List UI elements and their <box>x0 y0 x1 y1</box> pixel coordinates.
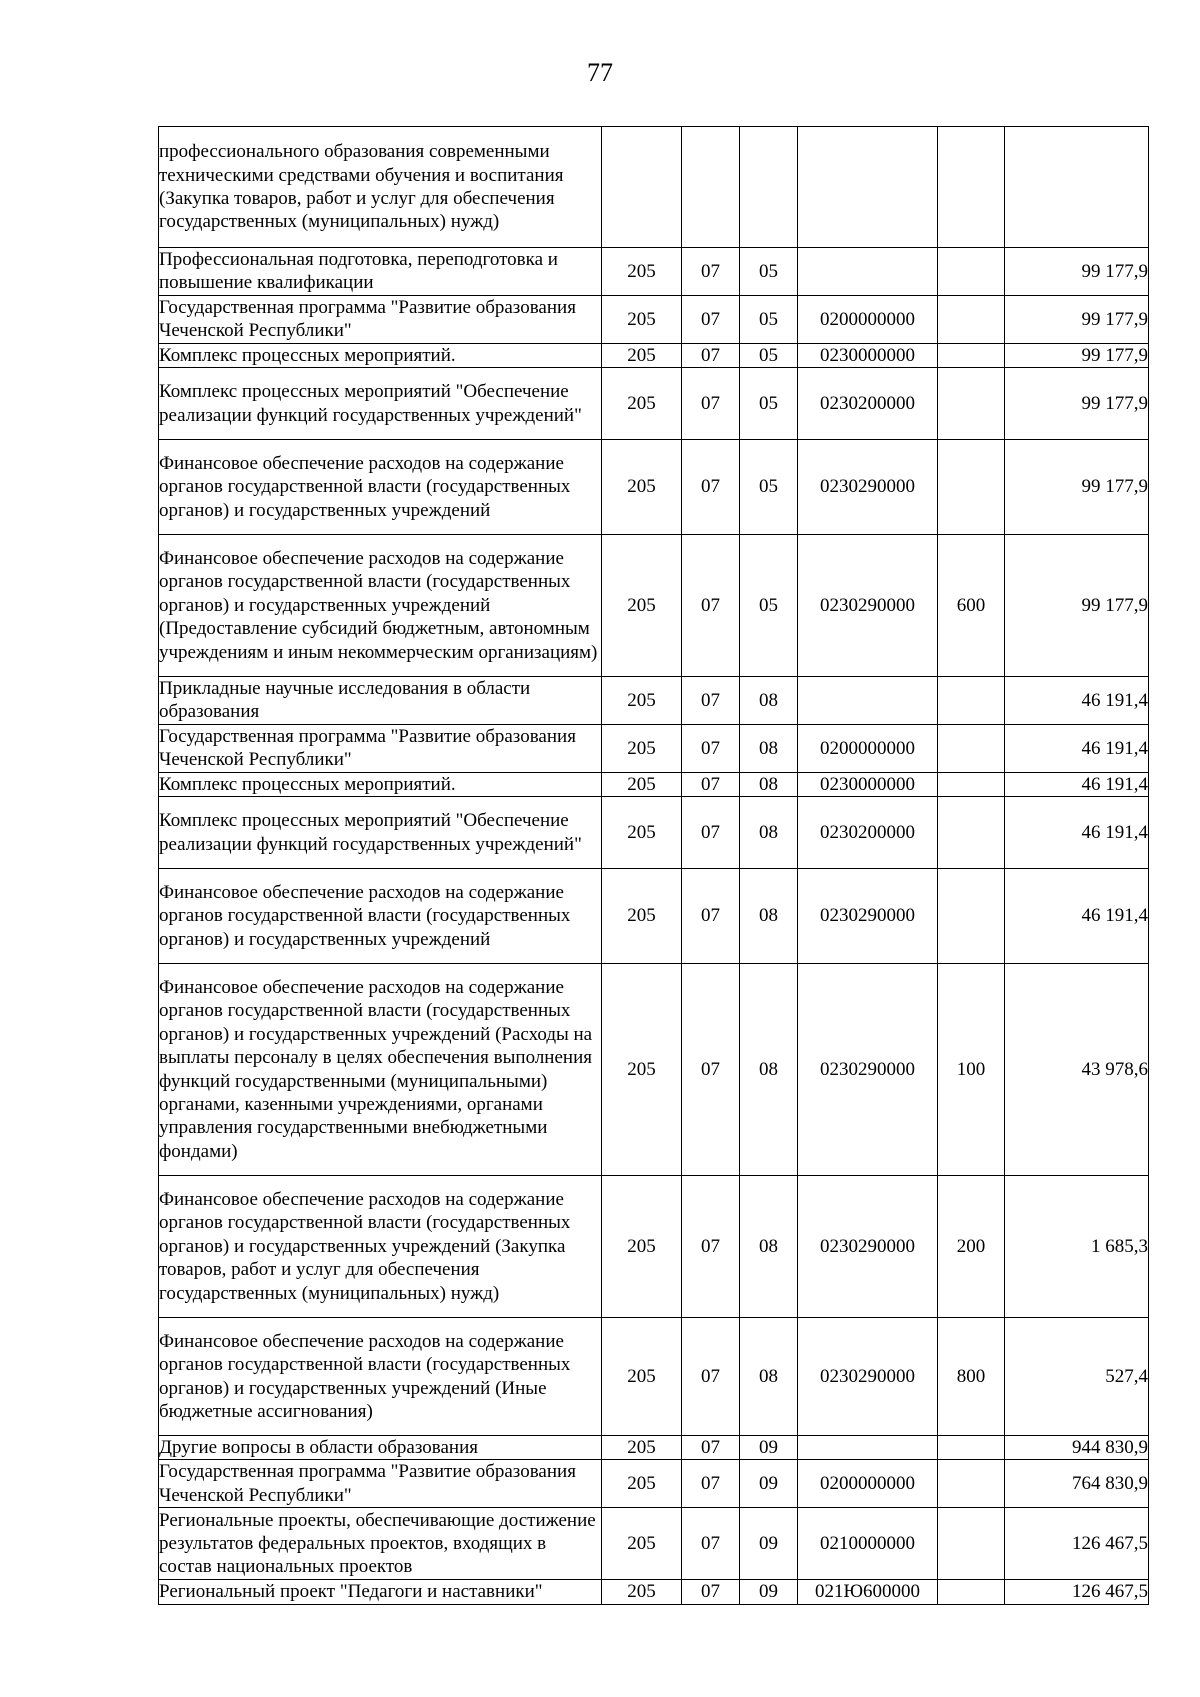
rz-cell: 07 <box>682 1508 740 1580</box>
table-row <box>159 869 1149 964</box>
rz-cell: 07 <box>682 677 740 725</box>
table-row <box>159 1460 1149 1508</box>
table-row <box>159 1508 1149 1580</box>
vr-cell <box>938 368 1005 440</box>
rz-cell: 07 <box>682 1460 740 1508</box>
ved-cell: 205 <box>602 248 682 296</box>
rz-cell: 07 <box>682 964 740 1176</box>
csr-cell: 0200000000 <box>798 724 938 772</box>
csr-cell: 0230000000 <box>798 343 938 367</box>
sum-cell: 126 467,5 <box>1005 1508 1149 1580</box>
csr-cell: 0230290000 <box>798 1176 938 1318</box>
ved-cell: 205 <box>602 869 682 964</box>
csr-cell: 0230290000 <box>798 964 938 1176</box>
pr-cell: 09 <box>740 1508 798 1580</box>
budget-table-body <box>159 127 1149 1605</box>
csr-cell: 0200000000 <box>798 1460 938 1508</box>
row-name-cell: Комплекс процессных мероприятий. <box>159 772 602 796</box>
row-name-cell: Финансовое обеспечение расходов на содержание органов государственной власти (государственных органов) и государственных учреждений <box>159 869 602 964</box>
row-name-cell: Комплекс процессных мероприятий "Обеспечение реализации функций государственных учреждений" <box>159 368 602 440</box>
sum-cell: 99 177,9 <box>1005 535 1149 677</box>
ved-cell: 205 <box>602 295 682 343</box>
row-name-cell: Государственная программа "Развитие образования Чеченской Республики" <box>159 724 602 772</box>
table-row <box>159 1436 1149 1460</box>
pr-cell: 05 <box>740 295 798 343</box>
row-name-cell: Комплекс процессных мероприятий "Обеспечение реализации функций государственных учреждений" <box>159 797 602 869</box>
csr-cell: 0230000000 <box>798 772 938 796</box>
ved-cell: 205 <box>602 1318 682 1436</box>
vr-cell <box>938 127 1005 248</box>
pr-cell: 08 <box>740 1318 798 1436</box>
rz-cell: 07 <box>682 248 740 296</box>
table-row <box>159 964 1149 1176</box>
table-row <box>159 535 1149 677</box>
pr-cell: 09 <box>740 1460 798 1508</box>
sum-cell: 99 177,9 <box>1005 295 1149 343</box>
table-row <box>159 677 1149 725</box>
vr-cell <box>938 343 1005 367</box>
sum-cell: 43 978,6 <box>1005 964 1149 1176</box>
vr-cell <box>938 248 1005 296</box>
pr-cell: 08 <box>740 724 798 772</box>
table-row <box>159 1580 1149 1604</box>
table-row <box>159 724 1149 772</box>
table-row <box>159 772 1149 796</box>
table-row <box>159 127 1149 248</box>
csr-cell <box>798 1436 938 1460</box>
vr-cell <box>938 677 1005 725</box>
csr-cell: 0200000000 <box>798 295 938 343</box>
sum-cell: 46 191,4 <box>1005 869 1149 964</box>
rz-cell: 07 <box>682 295 740 343</box>
csr-cell <box>798 248 938 296</box>
vr-cell: 600 <box>938 535 1005 677</box>
vr-cell <box>938 772 1005 796</box>
sum-cell: 99 177,9 <box>1005 368 1149 440</box>
ved-cell: 205 <box>602 677 682 725</box>
table-row <box>159 1176 1149 1318</box>
csr-cell: 0230290000 <box>798 440 938 535</box>
sum-cell: 527,4 <box>1005 1318 1149 1436</box>
csr-cell: 021Ю600000 <box>798 1580 938 1604</box>
csr-cell: 0230290000 <box>798 869 938 964</box>
ved-cell: 205 <box>602 440 682 535</box>
csr-cell: 0230290000 <box>798 535 938 677</box>
pr-cell: 08 <box>740 677 798 725</box>
row-name-cell: Профессиональная подготовка, переподготовка и повышение квалификации <box>159 248 602 296</box>
pr-cell <box>740 127 798 248</box>
row-name-cell: Региональный проект "Педагоги и наставники" <box>159 1580 602 1604</box>
rz-cell: 07 <box>682 869 740 964</box>
budget-table <box>158 126 1149 1605</box>
row-name-cell: Финансовое обеспечение расходов на содержание органов государственной власти (государственных органов) и государственных учреждений (Предоставление субсидий бюджетным, автономным учреждениям и иным некоммерческим организациям) <box>159 535 602 677</box>
rz-cell: 07 <box>682 440 740 535</box>
sum-cell: 46 191,4 <box>1005 724 1149 772</box>
ved-cell: 205 <box>602 797 682 869</box>
row-name-cell: Государственная программа "Развитие образования Чеченской Республики" <box>159 1460 602 1508</box>
row-name-cell: Финансовое обеспечение расходов на содержание органов государственной власти (государственных органов) и государственных учреждений (Закупка товаров, работ и услуг для обеспечения государственных (муниципальных) нужд) <box>159 1176 602 1318</box>
pr-cell: 05 <box>740 368 798 440</box>
pr-cell: 05 <box>740 248 798 296</box>
rz-cell: 07 <box>682 1580 740 1604</box>
ved-cell <box>602 127 682 248</box>
vr-cell: 100 <box>938 964 1005 1176</box>
row-name-cell: Прикладные научные исследования в области образования <box>159 677 602 725</box>
sum-cell: 1 685,3 <box>1005 1176 1149 1318</box>
row-name-cell: Финансовое обеспечение расходов на содержание органов государственной власти (государственных органов) и государственных учреждений (Расходы на выплаты персоналу в целях обеспечения выполнения функций государственными (муниципальными) органами, казенными учреждениями, органами управления государственными внебюджетными фондами) <box>159 964 602 1176</box>
rz-cell: 07 <box>682 724 740 772</box>
vr-cell <box>938 869 1005 964</box>
vr-cell <box>938 295 1005 343</box>
row-name-cell: Региональные проекты, обеспечивающие достижение результатов федеральных проектов, входящих в состав национальных проектов <box>159 1508 602 1580</box>
sum-cell: 46 191,4 <box>1005 797 1149 869</box>
sum-cell: 764 830,9 <box>1005 1460 1149 1508</box>
table-row <box>159 440 1149 535</box>
ved-cell: 205 <box>602 724 682 772</box>
page-number: 77 <box>587 58 613 87</box>
ved-cell: 205 <box>602 1460 682 1508</box>
pr-cell: 05 <box>740 440 798 535</box>
pr-cell: 05 <box>740 343 798 367</box>
vr-cell <box>938 724 1005 772</box>
table-row <box>159 295 1149 343</box>
table-row <box>159 343 1149 367</box>
sum-cell: 944 830,9 <box>1005 1436 1149 1460</box>
rz-cell: 07 <box>682 1176 740 1318</box>
table-row <box>159 1318 1149 1436</box>
ved-cell: 205 <box>602 535 682 677</box>
pr-cell: 05 <box>740 535 798 677</box>
ved-cell: 205 <box>602 772 682 796</box>
ved-cell: 205 <box>602 368 682 440</box>
vr-cell <box>938 797 1005 869</box>
ved-cell: 205 <box>602 964 682 1176</box>
rz-cell: 07 <box>682 1318 740 1436</box>
rz-cell: 07 <box>682 368 740 440</box>
pr-cell: 08 <box>740 772 798 796</box>
vr-cell <box>938 1460 1005 1508</box>
sum-cell: 99 177,9 <box>1005 343 1149 367</box>
csr-cell: 0230200000 <box>798 368 938 440</box>
sum-cell: 99 177,9 <box>1005 248 1149 296</box>
ved-cell: 205 <box>602 1176 682 1318</box>
row-name-cell: Другие вопросы в области образования <box>159 1436 602 1460</box>
pr-cell: 09 <box>740 1580 798 1604</box>
ved-cell: 205 <box>602 1436 682 1460</box>
sum-cell: 46 191,4 <box>1005 677 1149 725</box>
ved-cell: 205 <box>602 343 682 367</box>
table-row <box>159 248 1149 296</box>
csr-cell: 0230290000 <box>798 1318 938 1436</box>
row-name-cell: Финансовое обеспечение расходов на содержание органов государственной власти (государственных органов) и государственных учреждений <box>159 440 602 535</box>
row-name-cell: Финансовое обеспечение расходов на содержание органов государственной власти (государственных органов) и государственных учреждений (Иные бюджетные ассигнования) <box>159 1318 602 1436</box>
rz-cell: 07 <box>682 343 740 367</box>
sum-cell: 126 467,5 <box>1005 1580 1149 1604</box>
table-row <box>159 368 1149 440</box>
csr-cell <box>798 127 938 248</box>
vr-cell <box>938 1580 1005 1604</box>
row-name-cell: профессионального образования современными техническими средствами обучения и воспитания (Закупка товаров, работ и услуг для обеспечения государственных (муниципальных) нужд) <box>159 127 602 248</box>
sum-cell <box>1005 127 1149 248</box>
csr-cell: 0210000000 <box>798 1508 938 1580</box>
sum-cell: 46 191,4 <box>1005 772 1149 796</box>
sum-cell: 99 177,9 <box>1005 440 1149 535</box>
rz-cell <box>682 127 740 248</box>
vr-cell <box>938 1508 1005 1580</box>
pr-cell: 08 <box>740 1176 798 1318</box>
vr-cell <box>938 440 1005 535</box>
table-row <box>159 797 1149 869</box>
ved-cell: 205 <box>602 1580 682 1604</box>
csr-cell: 0230200000 <box>798 797 938 869</box>
row-name-cell: Комплекс процессных мероприятий. <box>159 343 602 367</box>
rz-cell: 07 <box>682 535 740 677</box>
pr-cell: 08 <box>740 797 798 869</box>
row-name-cell: Государственная программа "Развитие образования Чеченской Республики" <box>159 295 602 343</box>
vr-cell: 800 <box>938 1318 1005 1436</box>
rz-cell: 07 <box>682 797 740 869</box>
pr-cell: 09 <box>740 1436 798 1460</box>
rz-cell: 07 <box>682 772 740 796</box>
csr-cell <box>798 677 938 725</box>
ved-cell: 205 <box>602 1508 682 1580</box>
pr-cell: 08 <box>740 869 798 964</box>
rz-cell: 07 <box>682 1436 740 1460</box>
vr-cell: 200 <box>938 1176 1005 1318</box>
vr-cell <box>938 1436 1005 1460</box>
pr-cell: 08 <box>740 964 798 1176</box>
